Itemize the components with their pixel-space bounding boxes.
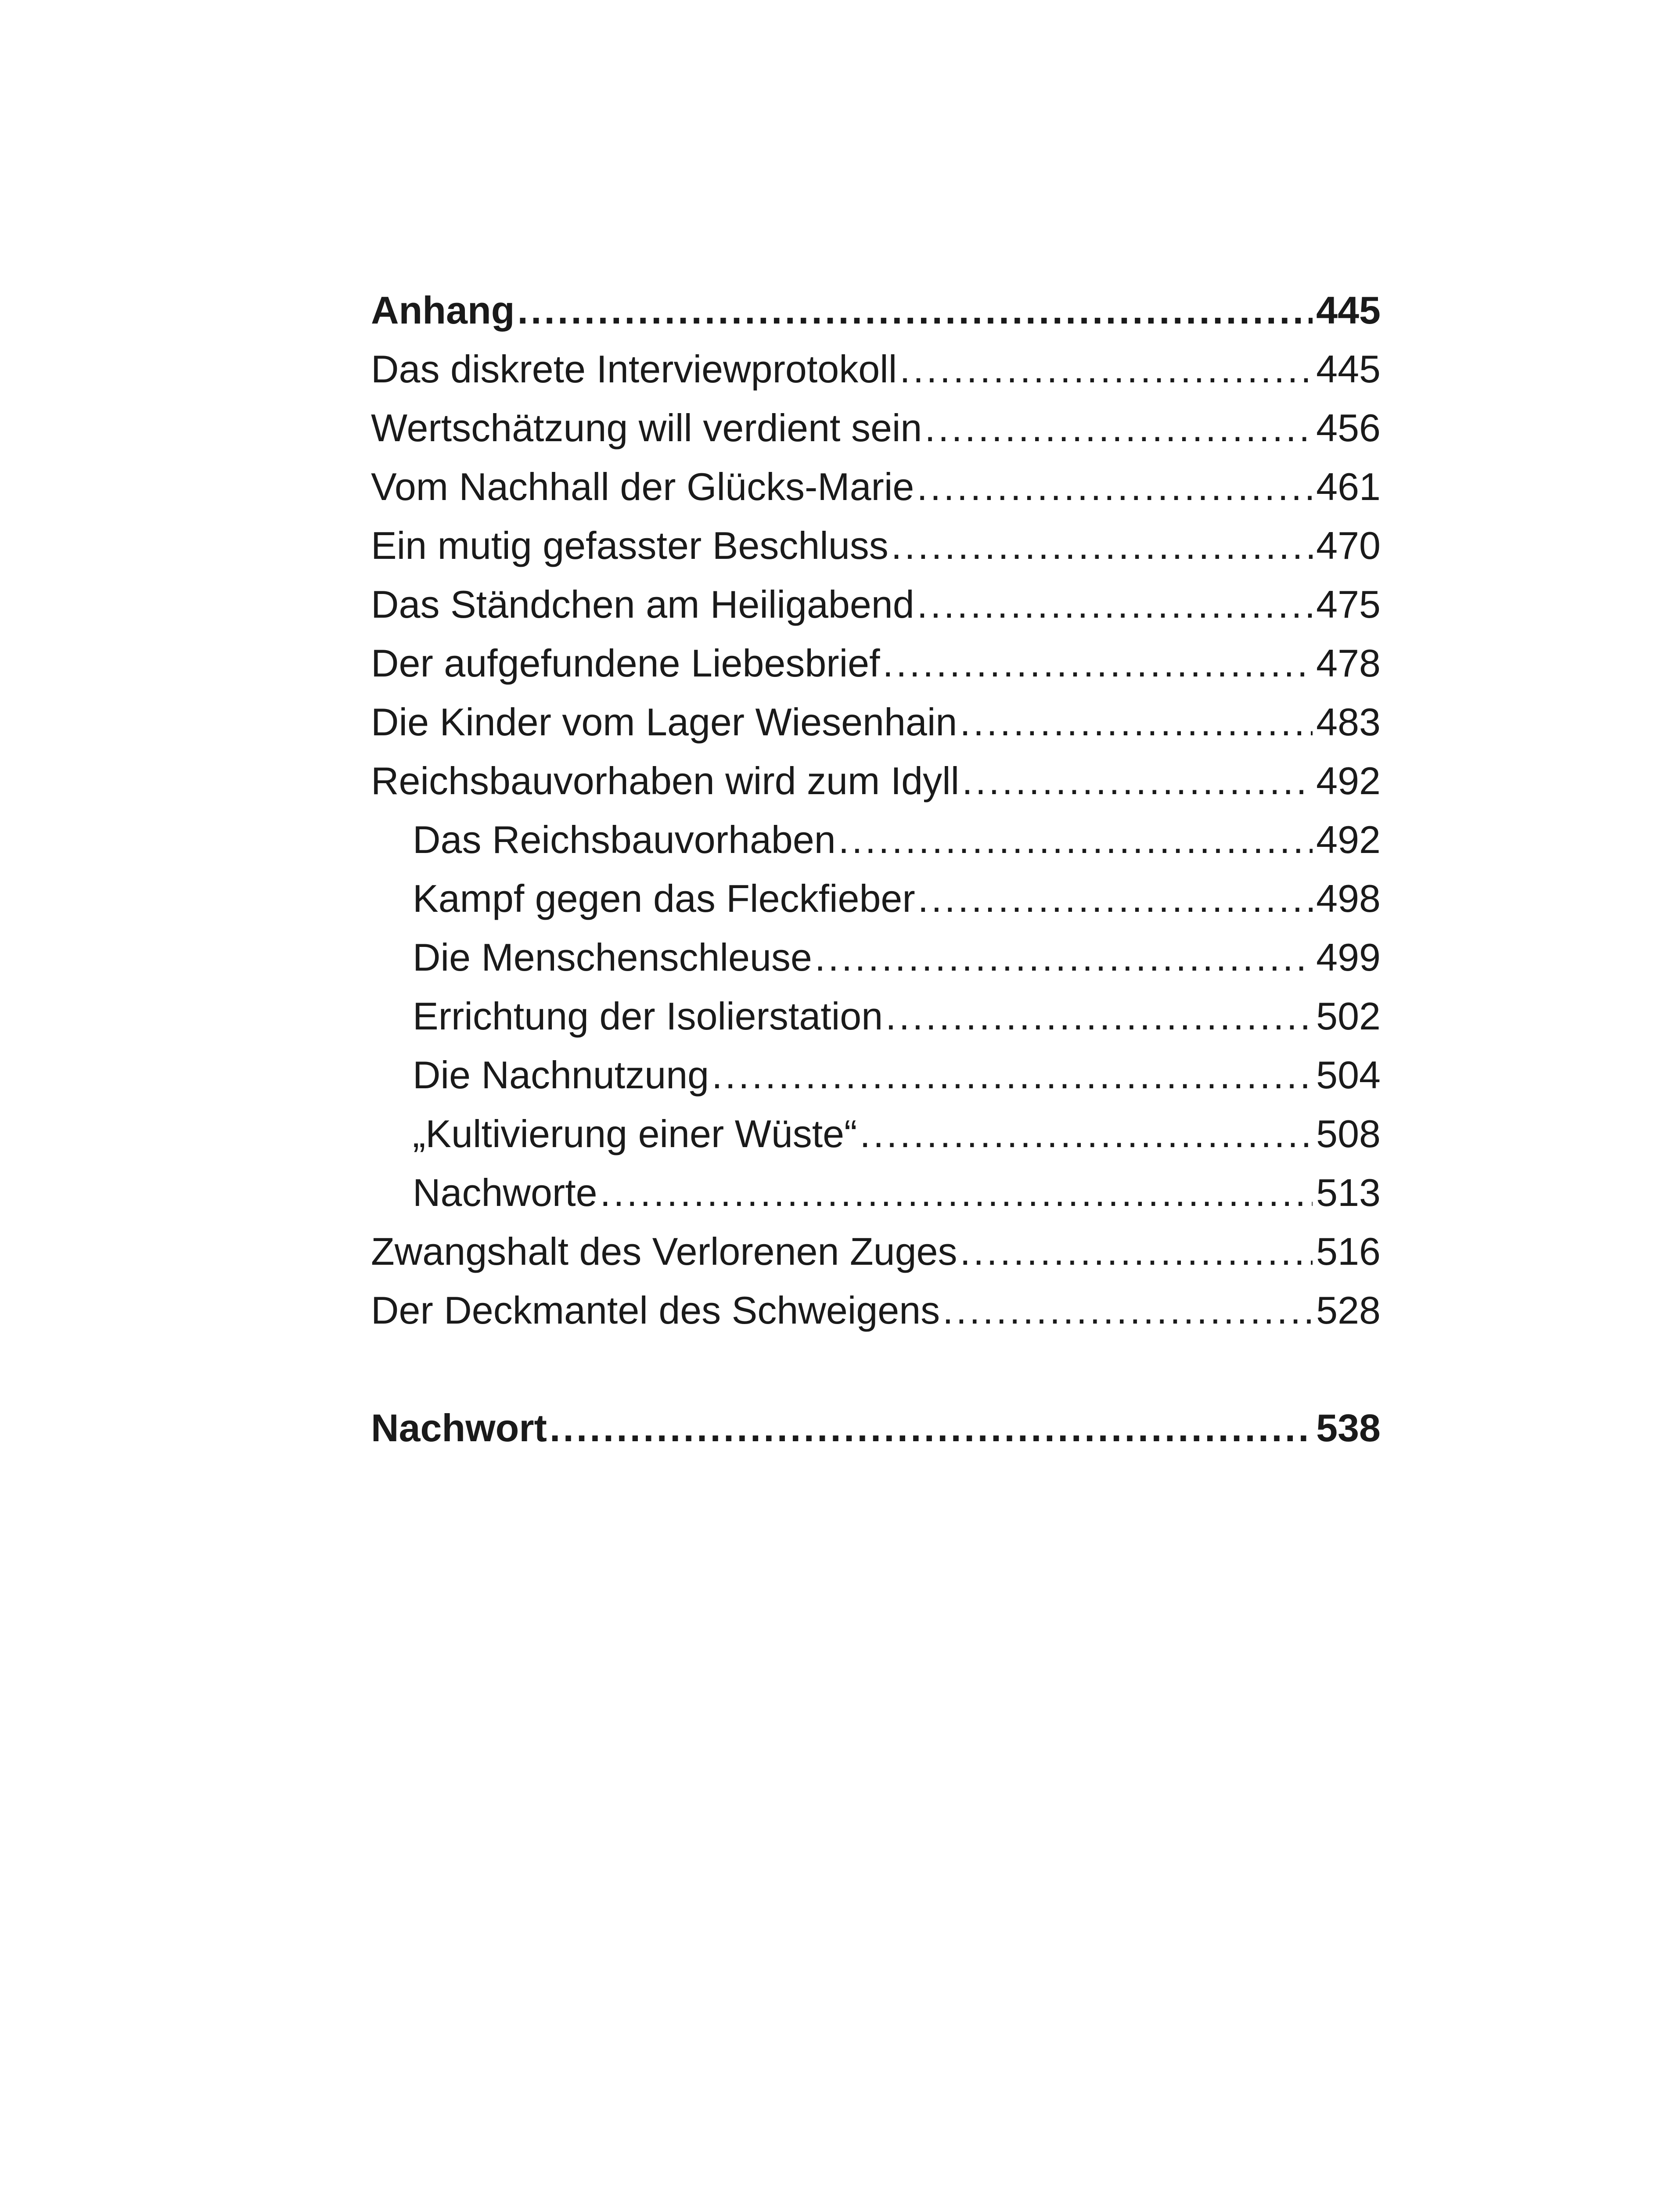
toc-entry-title: Errichtung der Isolierstation <box>371 987 885 1046</box>
toc-subentry <box>371 1163 1381 1222</box>
toc-entry-title: Das Reichsbauvorhaben <box>371 810 838 869</box>
toc-entry-title: Das Ständchen am Heiligabend <box>371 575 917 634</box>
toc-entry-title: Der Deckmantel des Schweigens <box>371 1281 943 1340</box>
toc-leader-dots <box>883 634 1313 693</box>
toc-entry-title: Ein mutig gefasster Beschluss <box>371 516 891 575</box>
toc-entry-title: Kampf gegen das Fleckfieber <box>371 869 918 928</box>
toc-entry-title: Das diskrete Interviewprotokoll <box>371 340 899 399</box>
toc-subentry <box>371 1105 1381 1163</box>
toc-entry-page: 538 <box>1313 1399 1381 1457</box>
table-of-contents <box>371 281 1381 1457</box>
toc-leader-dots <box>518 281 1313 340</box>
toc-entry-title: Vom Nachhall der Glücks-Marie <box>371 457 917 516</box>
toc-entry <box>371 516 1381 575</box>
toc-leader-dots <box>899 340 1313 399</box>
toc-entry-page: 461 <box>1313 457 1381 516</box>
toc-entry-page: 498 <box>1313 869 1381 928</box>
toc-entry <box>371 1222 1381 1281</box>
toc-entry-page: 508 <box>1313 1105 1381 1163</box>
toc-entry-nachwort <box>371 1399 1381 1457</box>
toc-leader-dots <box>960 1222 1313 1281</box>
toc-leader-dots <box>712 1046 1313 1105</box>
toc-entry-page: 492 <box>1313 810 1381 869</box>
toc-entry-page: 516 <box>1313 1222 1381 1281</box>
toc-entry <box>371 457 1381 516</box>
toc-entry <box>371 752 1381 810</box>
toc-leader-dots <box>917 457 1313 516</box>
toc-entry-page: 456 <box>1313 399 1381 457</box>
toc-entry-page: 499 <box>1313 928 1381 987</box>
toc-entry-title: „Kultivierung einer Wüste“ <box>371 1105 860 1163</box>
toc-leader-dots <box>918 869 1313 928</box>
toc-entry-title: Zwangshalt des Verlorenen Zuges <box>371 1222 960 1281</box>
toc-leader-dots <box>815 928 1313 987</box>
toc-subentry <box>371 869 1381 928</box>
toc-leader-dots <box>838 810 1313 869</box>
toc-entry-anhang <box>371 281 1381 340</box>
toc-subentry <box>371 810 1381 869</box>
toc-entry-page: 492 <box>1313 752 1381 810</box>
toc-entry <box>371 575 1381 634</box>
toc-entry-page: 504 <box>1313 1046 1381 1105</box>
toc-subentry <box>371 987 1381 1046</box>
toc-subentry <box>371 928 1381 987</box>
toc-entry-page: 478 <box>1313 634 1381 693</box>
toc-leader-dots <box>860 1105 1313 1163</box>
toc-leader-dots <box>600 1163 1313 1222</box>
toc-entry-title: Anhang <box>371 281 518 340</box>
toc-leader-dots <box>885 987 1313 1046</box>
toc-entry-title: Wertschätzung will verdient sein <box>371 399 925 457</box>
toc-entry-page: 445 <box>1313 281 1381 340</box>
toc-leader-dots <box>925 399 1313 457</box>
toc-subentry <box>371 1046 1381 1105</box>
toc-entry-title: Reichsbauvorhaben wird zum Idyll <box>371 752 962 810</box>
toc-entry <box>371 340 1381 399</box>
toc-leader-dots <box>550 1399 1313 1457</box>
toc-entry <box>371 693 1381 752</box>
toc-entry-page: 445 <box>1313 340 1381 399</box>
toc-leader-dots <box>960 693 1313 752</box>
toc-entry-title: Die Nachnutzung <box>371 1046 712 1105</box>
toc-leader-dots <box>891 516 1313 575</box>
toc-entry-title: Nachwort <box>371 1399 550 1457</box>
toc-entry <box>371 1281 1381 1340</box>
toc-leader-dots <box>962 752 1313 810</box>
toc-entry-title: Die Menschenschleuse <box>371 928 815 987</box>
toc-entry-page: 483 <box>1313 693 1381 752</box>
toc-entry-page: 528 <box>1313 1281 1381 1340</box>
toc-entry-page: 502 <box>1313 987 1381 1046</box>
toc-leader-dots <box>943 1281 1313 1340</box>
toc-leader-dots <box>917 575 1313 634</box>
toc-entry-title: Die Kinder vom Lager Wiesenhain <box>371 693 960 752</box>
toc-entry <box>371 634 1381 693</box>
toc-entry-page: 470 <box>1313 516 1381 575</box>
toc-entry-title: Nachworte <box>371 1163 600 1222</box>
toc-entry <box>371 399 1381 457</box>
toc-entry-page: 513 <box>1313 1163 1381 1222</box>
toc-entry-title: Der aufgefundene Liebesbrief <box>371 634 883 693</box>
toc-entry-page: 475 <box>1313 575 1381 634</box>
